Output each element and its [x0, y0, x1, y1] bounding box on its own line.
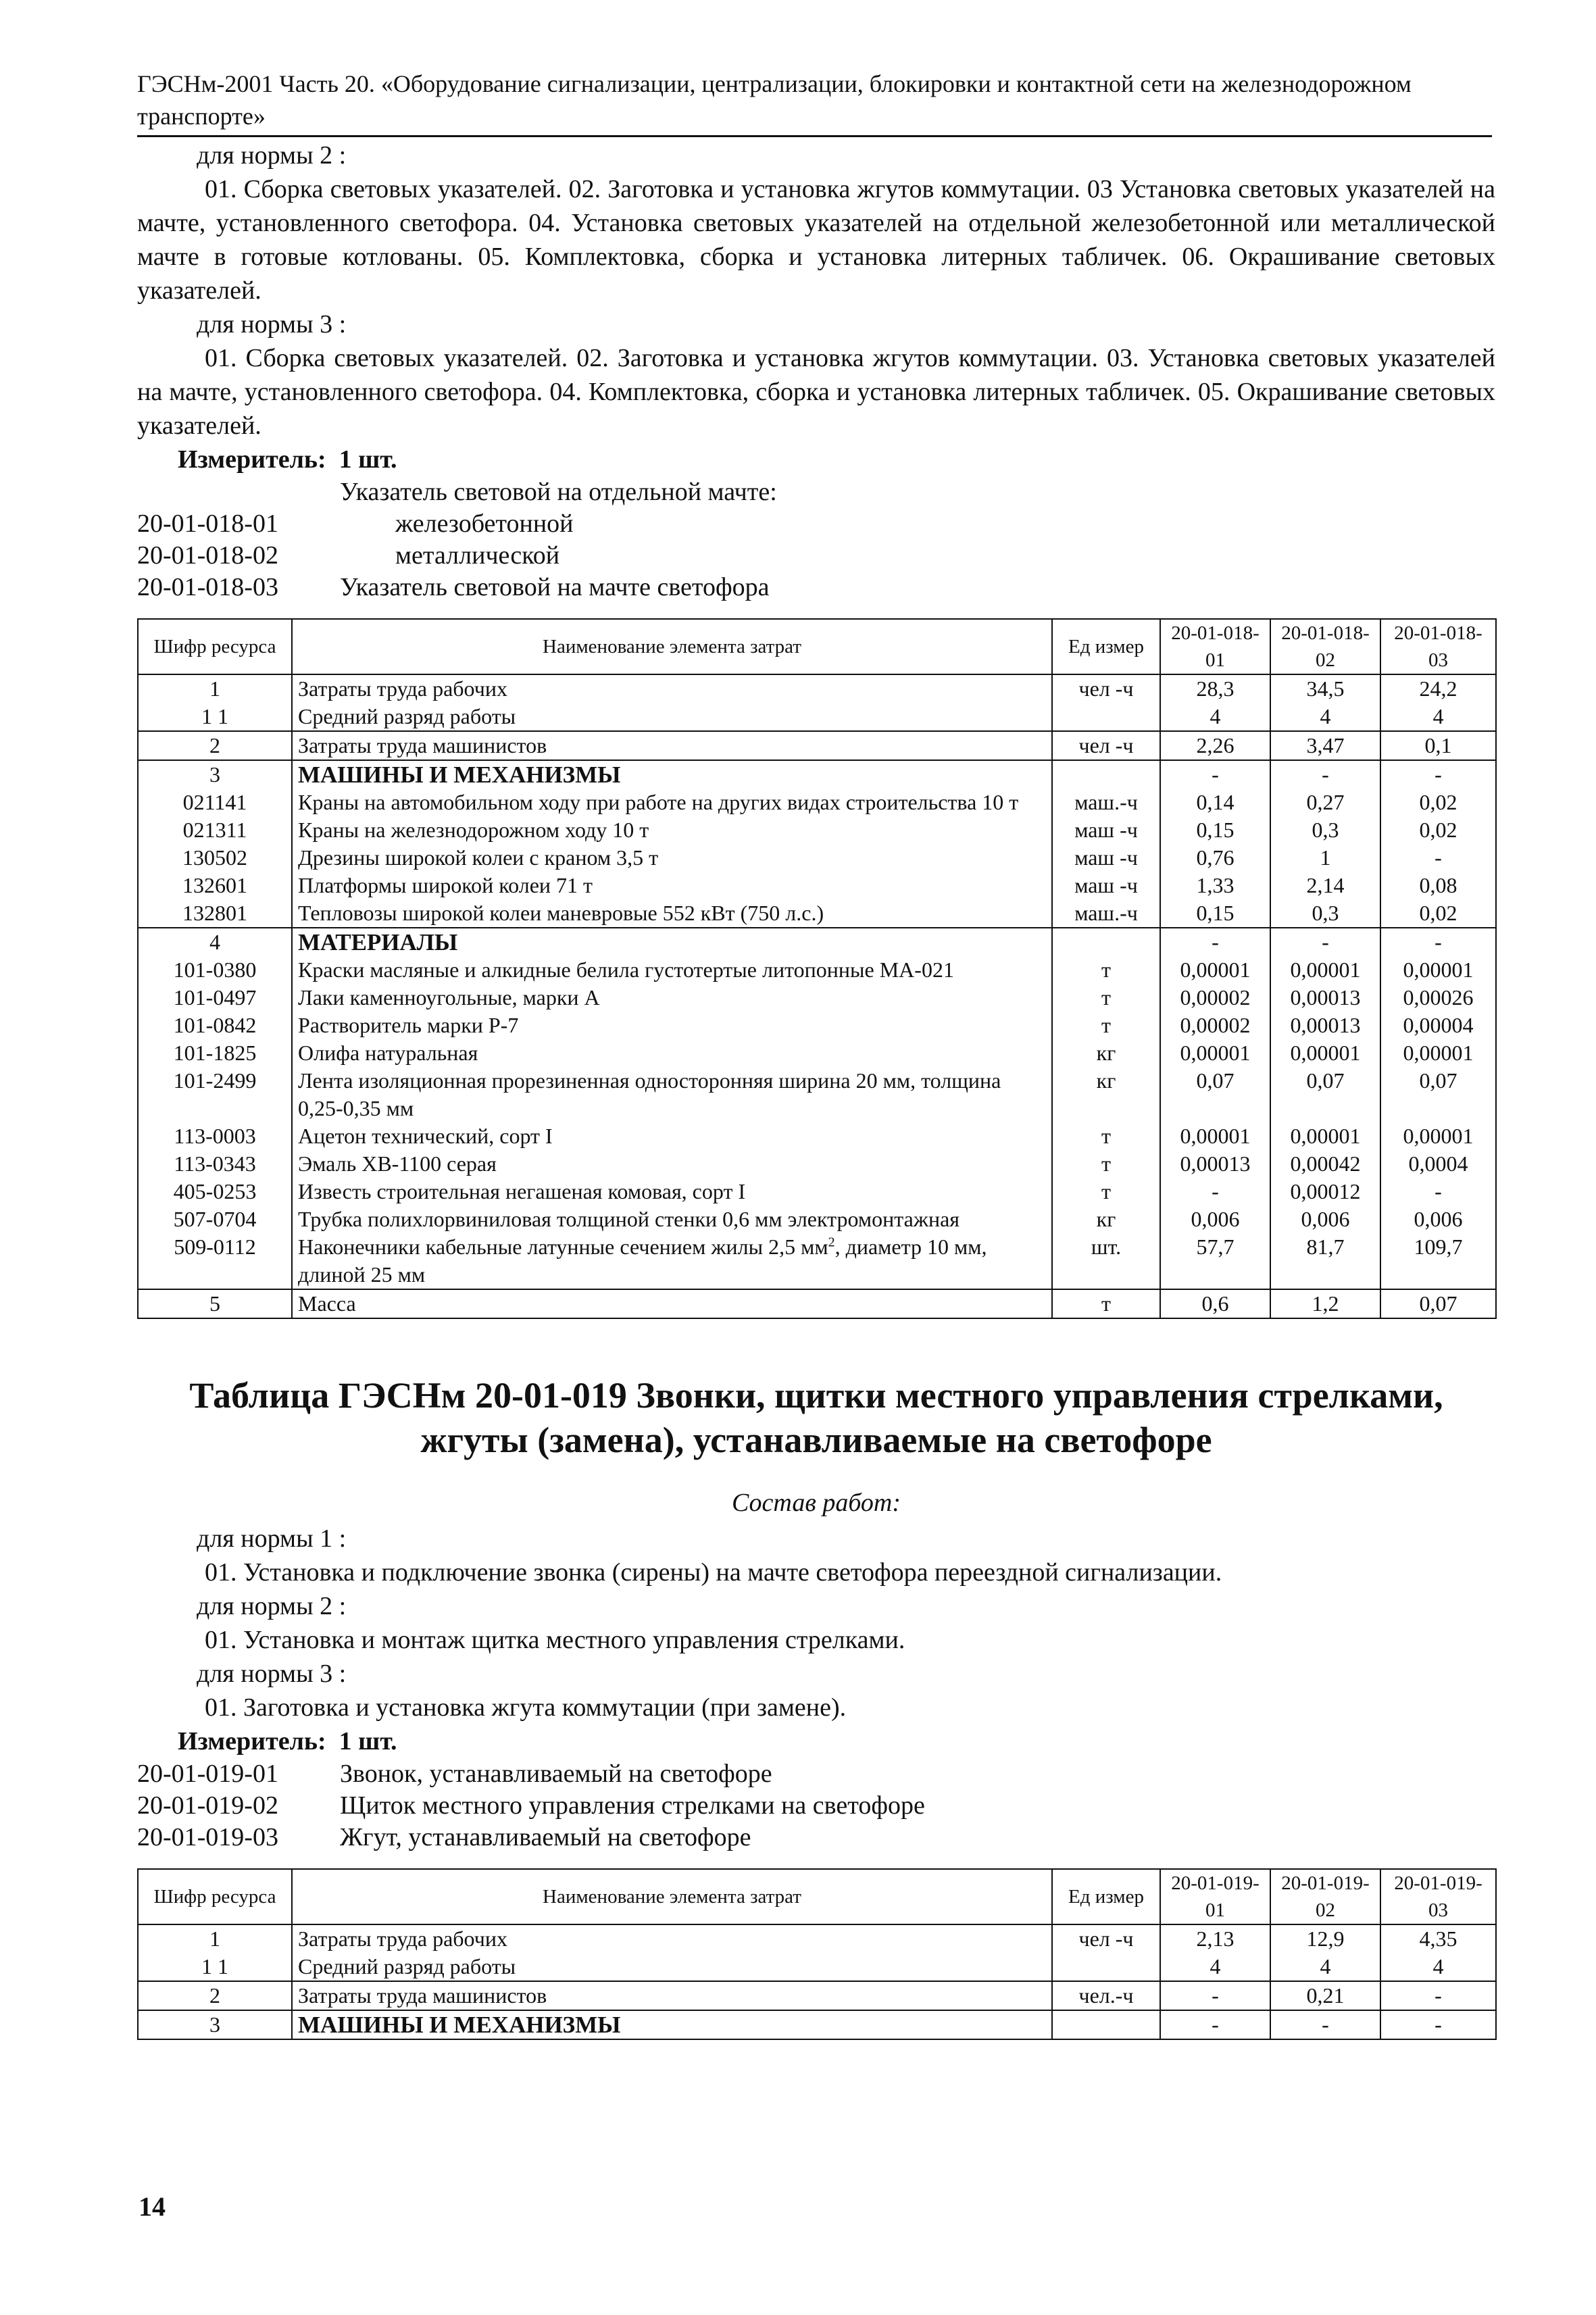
table-row: 2 Затраты труда машинистов чел.-ч - 0,21 - [138, 1981, 1496, 2010]
table-row: 021141 Краны на автомобильном ходу при работе на других видах строительства 10 т маш.-ч 0,14 0,27 0,02 [138, 789, 1496, 816]
norm-codes-list [137, 1758, 1495, 1853]
table-row: 509-0112 Наконечники кабельные латунные сечением жилы 2,5 $мм^2$, диаметр 10 мм, длиной 25 мм шт. 57,7 81,7 109,7 [138, 1233, 1496, 1289]
page-number: 14 [139, 2191, 166, 2222]
table-row: 101-0842 Растворитель марки Р-7 т 0,00002 0,00013 0,00004 [138, 1012, 1496, 1039]
norm1-label: для нормы 1 : [197, 1524, 347, 1553]
norm3-text: 01. Заготовка и установка жгута коммутации (при замене). [205, 1693, 847, 1722]
code-row: 20-01-018-02 металлической [137, 541, 560, 570]
norm1-text: 01. Установка и подключение звонка (сирены) на мачте светофора переездной сигнализации. [205, 1558, 1222, 1587]
table-row: 507-0704 Трубка полихлорвиниловая толщиной стенки 0,6 мм электромонтажная кг 0,006 0,006 0,006 [138, 1205, 1496, 1233]
section-title: Таблица ГЭСНм 20-01-019 Звонки, щитки местного управления стрелками, жгуты (замена), устанавливаемые на светофоре [189, 1375, 1443, 1460]
norm2-text: 01. Установка и монтаж щитка местного управления стрелками. [205, 1626, 905, 1654]
measure-line: Измеритель: 1 шт. [178, 1727, 397, 1756]
table-row: 1 Затраты труда рабочих чел -ч 28,3 34,5 24,2 [138, 674, 1496, 703]
table-row: 021311 Краны на железнодорожном ходу 10 т маш -ч 0,15 0,3 0,02 [138, 816, 1496, 844]
document-page [137, 68, 1495, 2040]
norm3-label: для нормы 3 : [197, 1660, 347, 1688]
running-header: ГЭСНм-2001 Часть 20. «Оборудование сигнализации, централизации, блокировки и контактной сети на железнодорожном транспорте» [137, 68, 1492, 137]
norm2-text: 01. Сборка световых указателей. 02. Заготовка и установка жгутов коммутации. 03 Установка световых указателей на мачте, установленного светофора. 04. Установка световых указателей на отдельной железобетонной или металлической мачте в готовые котлованы. 05. Комплектовка, сборка и установка литерных табличек. 06. Окрашивание световых указателей. [137, 175, 1495, 305]
code-row: 20-01-018-03 Указатель световой на мачте светофора [137, 573, 770, 601]
norm-codes-list [137, 476, 1495, 603]
table-row: 130502 Дрезины широкой колеи с краном 3,5 т маш -ч 0,76 1 - [138, 844, 1496, 872]
table-row: 101-1825 Олифа натуральная кг 0,00001 0,00001 0,00001 [138, 1039, 1496, 1067]
norm2-label: для нормы 2 : [197, 1592, 347, 1620]
norm3-text: 01. Сборка световых указателей. 02. Заготовка и установка жгутов коммутации. 03. Установка световых указателей на мачте, установленного светофора. 04. Комплектовка, сборка и установка литерных табличек. 05. Окрашивание световых указателей. [137, 344, 1495, 440]
table-row: 5 Масса т 0,6 1,2 0,07 [138, 1289, 1496, 1318]
norm2-label: для нормы 2 : [197, 141, 347, 170]
table-section-row: 3 МАШИНЫ И МЕХАНИЗМЫ - - - [138, 2010, 1496, 2039]
table-row: 113-0343 Эмаль ХВ-1100 серая т 0,00013 0,00042 0,0004 [138, 1150, 1496, 1178]
code-row: 20-01-019-03 Жгут, устанавливаемый на светофоре [137, 1823, 751, 1851]
table-section-row: 3 МАШИНЫ И МЕХАНИЗМЫ - - - [138, 760, 1496, 789]
table-row: 132801 Тепловозы широкой колеи маневровые 552 кВт (750 л.с.) маш.-ч 0,15 0,3 0,02 [138, 899, 1496, 928]
code-row: 20-01-018-01 железобетонной [137, 509, 574, 538]
measure-line: Измеритель: 1 шт. [178, 445, 397, 474]
table-row: 1 1 Средний разряд работы 4 4 4 [138, 1953, 1496, 1981]
work-composition-heading: Состав работ: [731, 1489, 901, 1517]
table-row: 101-0497 Лаки каменноугольные, марки А т 0,00002 0,00013 0,00026 [138, 984, 1496, 1012]
table-row: 1 Затраты труда рабочих чел -ч 2,13 12,9 4,35 [138, 1924, 1496, 1953]
table-header-row: Шифр ресурса Наименование элемента затрат Ед измер 20-01-018-01 20-01-018-02 20-01-018-03 [138, 619, 1496, 674]
resource-table-019 [137, 1868, 1497, 2040]
table-row: 2 Затраты труда машинистов чел -ч 2,26 3,47 0,1 [138, 731, 1496, 760]
table-row: 1 1 Средний разряд работы 4 4 4 [138, 703, 1496, 731]
code-row: 20-01-019-02 Щиток местного управления стрелками на светофоре [137, 1791, 925, 1820]
table-row: 405-0253 Известь строительная негашеная комовая, сорт I т - 0,00012 - [138, 1178, 1496, 1205]
table-row: 113-0003 Ацетон технический, сорт I т 0,00001 0,00001 0,00001 [138, 1122, 1496, 1150]
group-heading: Указатель световой на отдельной мачте: [340, 478, 777, 506]
table-header-row: Шифр ресурса Наименование элемента затрат Ед измер 20-01-019-01 20-01-019-02 20-01-019-03 [138, 1869, 1496, 1924]
table-row: 101-0380 Краски масляные и алкидные белила густотертые литопонные МА-021 т 0,00001 0,00001 0,00001 [138, 956, 1496, 984]
table-section-row: 4 МАТЕРИАЛЫ - - - [138, 928, 1496, 956]
resource-table-018 [137, 618, 1497, 1319]
code-row: 20-01-019-01 Звонок, устанавливаемый на светофоре [137, 1760, 772, 1788]
table-row: 132601 Платформы широкой колеи 71 т маш -ч 1,33 2,14 0,08 [138, 872, 1496, 899]
norm3-label: для нормы 3 : [197, 310, 347, 339]
table-row: 101-2499 Лента изоляционная прорезиненная односторонняя ширина 20 мм, толщина 0,25-0,35 мм кг 0,07 0,07 0,07 [138, 1067, 1496, 1122]
